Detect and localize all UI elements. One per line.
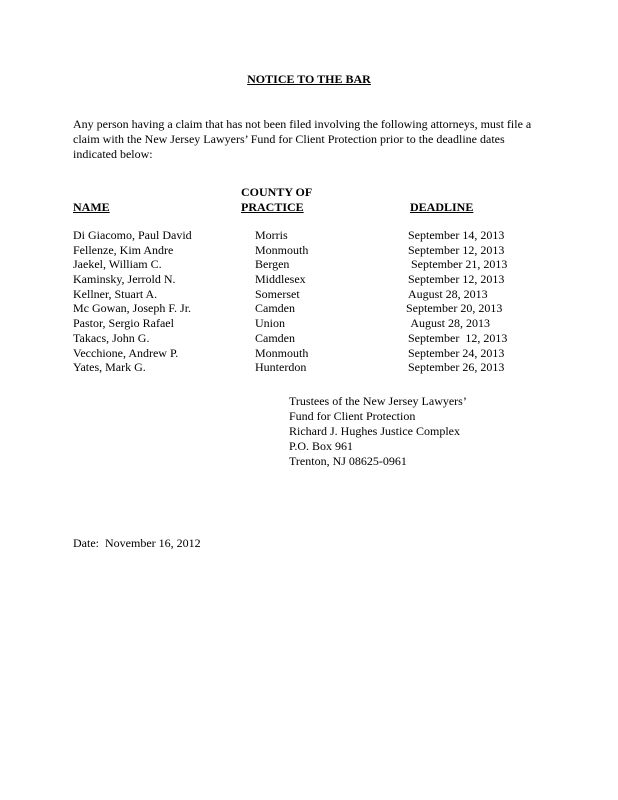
attorney-name: Takacs, John G.: [73, 330, 150, 345]
deadline: August 28, 2013: [408, 286, 488, 301]
table-row: [0, 257, 618, 272]
county: Hunterdon: [255, 360, 307, 375]
table-row: [0, 360, 618, 375]
attorney-name: Di Giacomo, Paul David: [73, 228, 192, 242]
attorney-name: Kellner, Stuart A.: [73, 286, 158, 301]
attorney-name: Fellenze, Kim Andre: [73, 242, 174, 257]
intro-paragraph: Any person having a claim that has not been filed involving the following attorneys, must file a claim with the New Jersey Lawyers’ Fund for Client Protection prior to the deadline dates indicated below:: [73, 117, 532, 161]
column-header-county: [241, 185, 312, 215]
county: Union: [255, 316, 285, 331]
county: Morris: [255, 228, 288, 242]
table-row: [0, 331, 618, 346]
attorney-name: Mc Gowan, Joseph F. Jr.: [73, 301, 192, 316]
attorney-name: Kaminsky, Jerrold N.: [73, 272, 176, 287]
attorney-name: Pastor, Sergio Rafael: [73, 316, 174, 331]
table-row: [0, 316, 618, 331]
attorney-list: [0, 228, 618, 375]
deadline: September 24, 2013: [408, 345, 505, 360]
column-header-county-line1: COUNTY OF: [241, 185, 313, 199]
signature-line: Richard J. Hughes Justice Complex: [289, 424, 460, 438]
deadline: September 12, 2013: [408, 330, 508, 345]
document-date: Date: November 16, 2012: [73, 536, 201, 550]
table-row: [0, 287, 618, 302]
county: Monmouth: [255, 242, 309, 257]
deadline: August 28, 2013: [408, 316, 491, 331]
table-row: [0, 243, 618, 258]
county: Bergen: [255, 257, 290, 272]
deadline: September 12, 2013: [408, 242, 505, 257]
column-header-name: NAME: [73, 200, 110, 214]
signature-line: Trenton, NJ 08625-0961: [289, 454, 407, 468]
page-title: NOTICE TO THE BAR: [247, 72, 371, 86]
attorney-name: Vecchione, Andrew P.: [73, 345, 179, 360]
deadline: September 26, 2013: [408, 360, 505, 375]
table-row: [0, 301, 618, 316]
county: Camden: [255, 301, 295, 316]
signature-block: [289, 394, 467, 469]
signature-line: Fund for Client Protection: [289, 409, 416, 423]
signature-line: Trustees of the New Jersey Lawyers’: [289, 394, 467, 408]
deadline: September 21, 2013: [408, 257, 508, 272]
deadline: September 12, 2013: [408, 272, 505, 287]
attorney-name: Jaekel, William C.: [73, 257, 162, 272]
column-header-county-line2: PRACTICE: [241, 200, 304, 214]
table-row: [0, 346, 618, 361]
signature-line: P.O. Box 961: [289, 439, 354, 453]
county: Monmouth: [255, 345, 309, 360]
table-row: [0, 228, 618, 243]
county: Middlesex: [255, 272, 306, 287]
attorney-name: Yates, Mark G.: [73, 360, 146, 375]
county: Somerset: [255, 286, 300, 301]
column-header-deadline: DEADLINE: [410, 200, 474, 214]
county: Camden: [255, 330, 295, 345]
deadline: September 20, 2013: [406, 301, 503, 316]
table-row: [0, 272, 618, 287]
deadline: September 14, 2013: [408, 228, 505, 242]
